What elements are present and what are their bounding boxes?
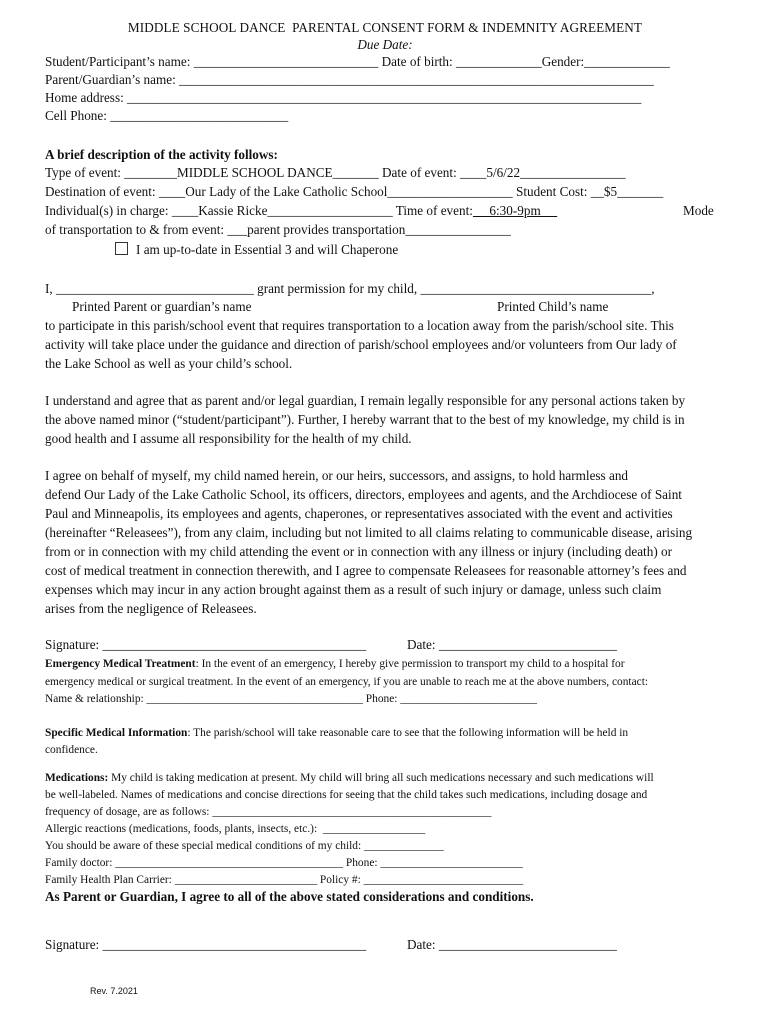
indemnity-text: I agree on behalf of myself, my child named herein, or our heirs, successors, and assigns, to hold harmless and	[45, 468, 629, 483]
allergic-reactions-field[interactable]: Allergic reactions (medications, foods, plants, insects, etc.): __________________	[45, 823, 426, 835]
medications-text: My child is taking medication at present. My child will bring all such medications necessary and such medications will	[108, 772, 654, 784]
indemnity-text: from or in connection with my child attending the event or in connection with any illness or injury (including death) or	[45, 544, 672, 559]
essential-checkbox[interactable]	[115, 242, 128, 255]
specific-info-text: confidence.	[45, 744, 98, 756]
closing-statement: As Parent or Guardian, I agree to all of the above stated considerations and conditions.	[45, 889, 534, 904]
indemnity-text: arises from the negligence of Releasees.	[45, 601, 257, 616]
form-title: MIDDLE SCHOOL DANCE PARENTAL CONSENT FORM & INDEMNITY AGREEMENT	[127, 20, 643, 35]
cell-phone-field[interactable]: Cell Phone: ___________________________	[45, 108, 289, 123]
medications-text: be well-labeled. Names of medications and concise directions for seeing that the child takes such medications, including dosage and	[45, 789, 648, 801]
responsibility-text: good health and I assume all responsibility for the health of my child.	[45, 431, 412, 446]
indemnity-text: Paul and Minneapolis, its employees and agents, chaperones, or representatives associated with the event and activities	[45, 506, 673, 521]
permission-line[interactable]: I, ______________________________ grant permission for my child, ___________________________________,	[45, 281, 655, 296]
participant-line	[45, 54, 670, 70]
specific-info-text: : The parish/school will take reasonable care to see that the following information will be held in	[187, 727, 629, 739]
family-doctor-field[interactable]: Family doctor: ________________________________________ Phone: _________________________	[45, 857, 523, 869]
medication-dosage-field[interactable]: frequency of dosage, are as follows: _________________________________________________	[45, 806, 492, 818]
specific-info-label: Specific Medical Information	[45, 727, 188, 739]
dob-field[interactable]: Date of birth: _____________	[381, 54, 542, 69]
event-type-line[interactable]: Type of event: ________MIDDLE SCHOOL DANCE_______ Date of event: ____5/6/22________________	[45, 165, 626, 180]
indemnity-text: expenses which may incur in any action brought against them as a result of such injury or damage, unless such claim	[45, 582, 662, 597]
gender-field[interactable]: Gender:_____________	[541, 54, 670, 69]
activity-heading: A brief description of the activity follows:	[45, 147, 278, 162]
indemnity-text: defend Our Lady of the Lake Catholic School, its officers, directors, employees and agents, and the Archdiocese of Saint	[45, 487, 682, 502]
due-date: Due Date:	[357, 37, 413, 52]
parent-caption: Printed Parent or guardian’s name	[72, 299, 252, 314]
permission-text: activity will take place under the guidance and direction of parish/school employees and/or volunteers from Our lady of	[45, 337, 677, 352]
emergency-text: : In the event of an emergency, I hereby give permission to transport my child to a hospital for	[195, 658, 625, 670]
student-name-field[interactable]: Student/Participant’s name: ____________________________	[45, 54, 382, 69]
signature-field[interactable]: Signature: ________________________________________	[45, 637, 367, 652]
home-address-field[interactable]: Home address: ______________________________________________________________________________	[45, 90, 642, 105]
emergency-label: Emergency Medical Treatment	[45, 658, 196, 670]
responsibility-text: the above named minor (“student/participant”). Further, I hereby warrant that to the best of my knowledge, my child is in	[45, 412, 685, 427]
health-plan-field[interactable]: Family Health Plan Carrier: _________________________ Policy #: ____________________________	[45, 874, 524, 886]
guardian-name-field[interactable]: Parent/Guardian’s name: ________________________________________________________________________	[45, 72, 654, 87]
specific-info-line	[45, 725, 628, 741]
essential-checkbox-row[interactable]	[115, 242, 398, 258]
emergency-line	[45, 656, 625, 672]
medical-conditions-field[interactable]: You should be aware of these special medical conditions of my child: ______________	[45, 840, 444, 852]
emergency-contact-field[interactable]: Name & relationship: ______________________________________ Phone: ________________________	[45, 693, 537, 705]
medications-label: Medications:	[45, 772, 109, 784]
date-field[interactable]: Date: ___________________________	[407, 937, 617, 952]
indemnity-text: (hereinafter “Releasees”), from any claim, including but not limited to all claims relating to communicable disease, arising	[45, 525, 693, 540]
mode-word: Mode	[683, 203, 714, 218]
permission-text: to participate in this parish/school event that requires transportation to a location away from the parish/school site. This	[45, 318, 674, 333]
destination-line[interactable]: Destination of event: ____Our Lady of the Lake Catholic School___________________ Student Cost: __$5_______	[45, 184, 664, 199]
essential-label: I am up-to-date in Essential 3 and will Chaperone	[136, 242, 399, 257]
child-caption: Printed Child’s name	[497, 299, 609, 314]
date-field[interactable]: Date: ___________________________	[407, 637, 617, 652]
revision-note: Rev. 7.2021	[90, 986, 138, 996]
signature-field[interactable]: Signature: ________________________________________	[45, 937, 367, 952]
permission-text: the Lake School as well as your child’s school.	[45, 356, 293, 371]
in-charge-line[interactable]	[45, 203, 557, 219]
in-charge-text: Individual(s) in charge: ____Kassie Ricke___________________ Time of event:	[45, 203, 473, 218]
medications-line	[45, 770, 654, 786]
event-time: 6:30-9pm	[472, 203, 558, 218]
transport-line[interactable]: of transportation to & from event: ___parent provides transportation________________	[45, 222, 511, 237]
emergency-text: emergency medical or surgical treatment. In the event of an emergency, if you are unable to reach me at the above numbers, contact:	[45, 676, 649, 688]
responsibility-text: I understand and agree that as parent and/or legal guardian, I remain legally responsible for any personal actions taken by	[45, 393, 686, 408]
indemnity-text: cost of medical treatment in connection therewith, and I agree to compensate Releasees for reasonable attorney’s fees and	[45, 563, 687, 578]
